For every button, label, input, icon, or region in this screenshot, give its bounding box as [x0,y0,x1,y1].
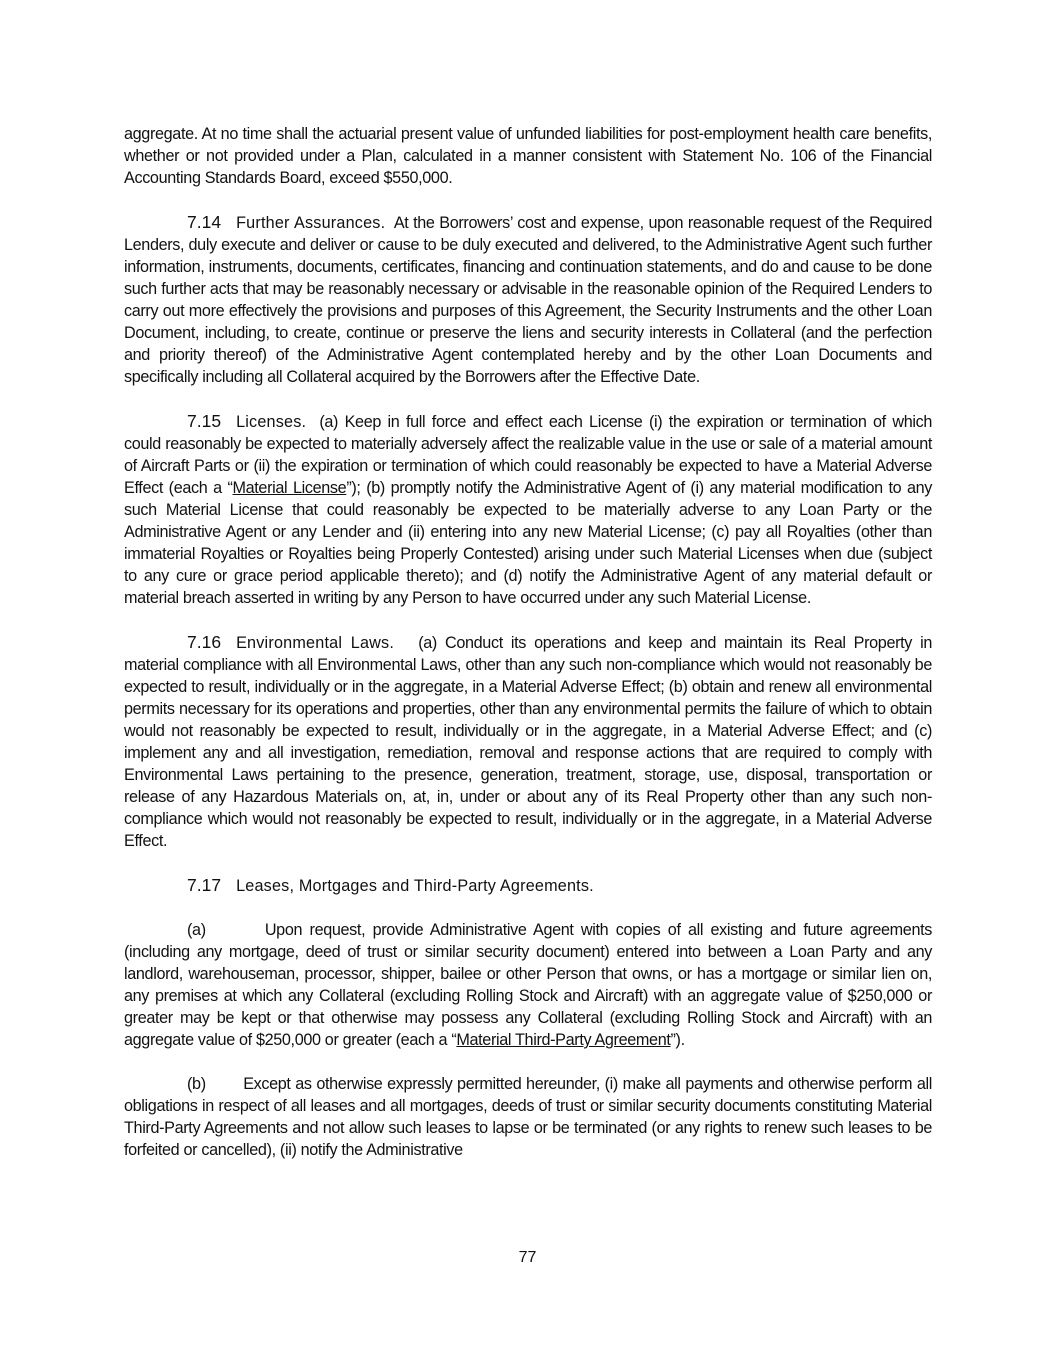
section-number: 7.15 [187,411,222,431]
section-body-part-2: ”); (b) promptly notify the Administrative Agent of (i) any material modification to any such Material License that could reasonably be expected to be materially adverse to any Loan Party or the Administrative Agent or any Lender and (ii) entering into any new Material License; (c) pay all Royalties (other than immaterial Royalties or Royalties being Properly Contested) arising under such Material Licenses when due (subject to any cure or grace period applicable thereto); and (d) notify the Administrative Agent of any material default or material breach asserted in writing by any Person to have occurred under any such Material License. [124,479,933,607]
subsection-label: (b) [187,1075,206,1093]
section-7-17-a [124,919,932,1051]
section-title: Leases, Mortgages and Third-Party Agreements. [236,877,594,895]
section-7-15 [124,410,932,609]
section-body: At the Borrowers’ cost and expense, upon reasonable request of the Required Lenders, duly execute and deliver or cause to be duly executed and delivered, to the Administrative Agent such further information, instruments, documents, certificates, financing and continuation statements, and do and cause to be done such further acts that may be reasonably necessary or advisable in the reasonable opinion of the Required Lenders to carry out more effectively the provisions and purposes of this Agreement, the Security Instruments and the other Loan Document, including, to create, continue or preserve the liens and security interests in Collateral (and the perfection and priority thereof) of the Administrative Agent contemplated hereby and by the other Loan Documents and specifically including all Collateral acquired by the Borrowers after the Effective Date. [124,214,932,386]
subsection-body-part-1: Upon request, provide Administrative Agent with copies of all existing and future agreements (including any mortgage, deed of trust or similar security document) entered into between a Loan Party and any landlord, warehouseman, processor, shipper, bailee or other Person that owns, or has a mortgage or similar lien on, any premises at which any Collateral (excluding Rolling Stock and Aircraft) with an aggregate value of $250,000 or greater may be kept or that otherwise may possess any Collateral (excluding Rolling Stock and Aircraft) with an aggregate value of $250,000 or greater (each a “ [124,921,932,1049]
section-body: (a) Conduct its operations and keep and maintain its Real Property in material compliance with all Environmental Laws, other than any such non-compliance which would not reasonably be expected to result, individually or in the aggregate, in a Material Adverse Effect; (b) obtain and renew all environmental permits necessary for its operations and properties, other than any environmental permits the failure of which to obtain would not reasonably be expected to result, individually or in the aggregate, in a Material Adverse Effect; and (c) implement any and all investigation, remediation, removal and response actions that are required to comply with Environmental Laws pertaining to the presence, generation, treatment, storage, use, disposal, transportation or release of any Hazardous Materials on, at, in, under or about any of its Real Property other than any such non-compliance which would not reasonably be expected to result, individually or in the aggregate, in a Material Adverse Effect. [124,634,932,850]
page-number: 77 [518,1249,537,1266]
section-number: 7.17 [187,875,222,895]
section-number: 7.16 [187,632,222,652]
section-7-14 [124,211,932,388]
section-title: Licenses. [236,413,307,431]
section-title: Environmental Laws. [236,634,395,652]
defined-term-material-third-party-agreement: Material Third-Party Agreement [456,1031,671,1049]
subsection-body: Except as otherwise expressly permitted hereunder, (i) make all payments and otherwise perform all obligations in respect of all leases and all mortgages, deeds of trust or similar security documents constituting Material Third-Party Agreements and not allow such leases to lapse or be terminated (or any rights to renew such leases to be forfeited or cancelled), (ii) notify the Administrative [124,1075,932,1159]
subsection-body-part-2: ”). [670,1031,685,1049]
section-7-16 [124,631,932,852]
intro-paragraph: aggregate. At no time shall the actuarial present value of unfunded liabilities for post-employment health care benefits, whether or not provided under a Plan, calculated in a manner consistent with Statement No. 106 of the Financial Accounting Standards Board, exceed $550,000. [124,125,932,187]
section-title: Further Assurances. [236,214,386,232]
section-number: 7.14 [187,212,222,232]
section-7-17-b [124,1073,932,1161]
section-7-17-heading [124,874,932,897]
subsection-label: (a) [187,921,206,939]
section-body-part-1: (a) Keep in full force and effect each License (i) the expiration or termination of which could reasonably be expected to materially adversely affect the realizable value in the use or sale of a material amount of Aircraft Parts or (ii) the expiration or termination of which could reasonably be expected to have a Material Adverse Effect (each a “ [124,413,932,497]
defined-term-material-license: Material License [232,479,347,497]
page-body [124,123,932,1183]
